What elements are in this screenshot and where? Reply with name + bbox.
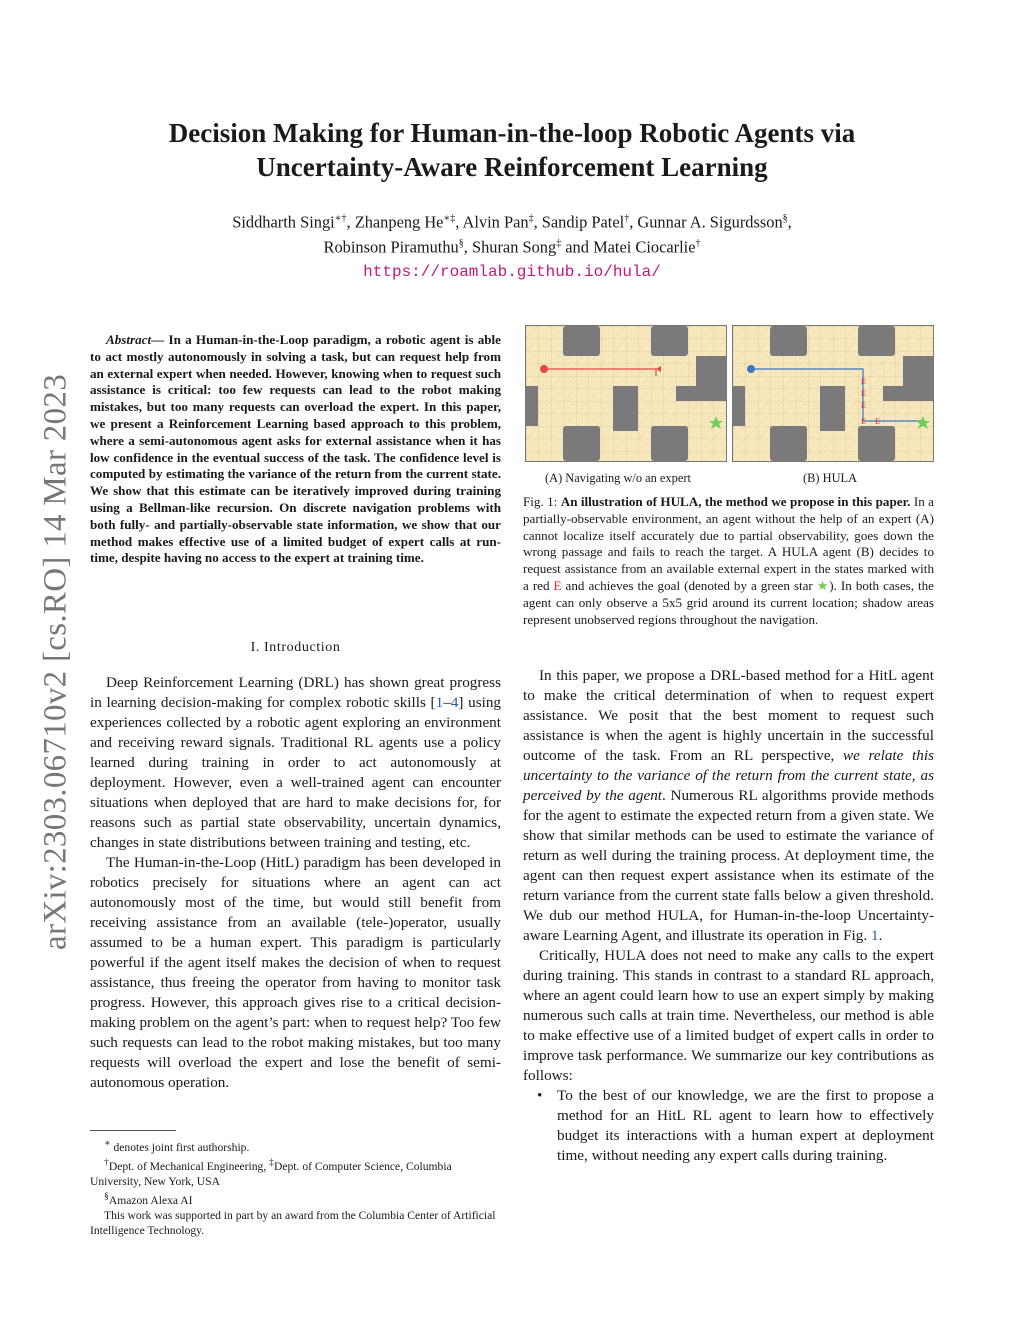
figure-caption: Fig. 1: An illustration of HULA, the method we propose in this paper. In a partially-observable environment, an agent without the help of an expert (A) cannot localize itself accurately due to partial observability, goes down the wrong passage and fails to reach the target. A HULA agent (B) decides to request assistance from an available external expert in the states marked with a red E and achieves the goal (denoted by a green star ★). In both cases, the agent can only observe a 5x5 grid around its current location; shadow areas represent unobserved regions throughout the navigation.: [523, 494, 934, 627]
figure-panel-a: [525, 325, 727, 462]
author-name: Sandip Patel: [541, 212, 625, 232]
figure-ref-link[interactable]: 1: [870, 927, 879, 944]
author-name: Shuran Song: [471, 237, 557, 257]
paragraph: Critically, HULA does not need to make any calls to the expert during training. This stands in contrast to a standard RL approach, where an agent could learn how to use an expert simply by making numerous such calls at train time. Nevertheless, our method is able to make effective use of a limited budget of expert calls in order to improve task performance. We summarize our key contributions as follows:: [523, 947, 934, 1084]
abstract-label: Abstract: [106, 332, 152, 347]
footnote: This work was supported in part by an award from the Columbia Center of Artificial Intelligence Technology.: [90, 1208, 496, 1237]
expert-marker: E: [861, 377, 866, 386]
author-affil-mark: ‡: [528, 213, 534, 224]
footnotes: [90, 1136, 501, 1238]
author-affil-mark: §: [458, 238, 464, 250]
footnote: ∗ denotes joint first authorship.: [104, 1138, 250, 1154]
grid-map-b: [733, 326, 933, 461]
contribution-list: [523, 1086, 934, 1166]
author-name: Gunnar A. Sigurdsson: [637, 212, 783, 232]
star-icon: ★: [816, 577, 830, 593]
author-name: Zhanpeng He: [354, 212, 444, 232]
author-name: Siddharth Singi: [232, 212, 335, 232]
abstract: [90, 332, 501, 567]
footnote: †Dept. of Mechanical Engineering, ‡Dept. of Computer Science, Columbia University, New York, USA: [90, 1156, 452, 1188]
footnote: §Amazon Alexa AI: [104, 1190, 193, 1207]
expert-marker: E: [861, 417, 866, 426]
paragraph: The Human-in-the-Loop (HitL) paradigm has been developed in robotics precisely for situations where an agent can act autonomously most of the time, but would still benefit from receiving assistance from an available (tele-)operator, usually assumed to be a human expert. This paradigm is particularly powerful if the agent itself makes the decision of when to request assistance, thus freeing the operator from having to monitor task progress. However, this approach gives rise to a critical decision-making problem on the agent’s part: when to request help? Too few such requests can lead to the robot making mistakes, but too many requests will overload the expert and lose the benefit of semi-autonomous operation.: [90, 854, 501, 1091]
subcaption-a: (A) Navigating w/o an expert: [545, 471, 691, 485]
bullet: •: [537, 1087, 543, 1104]
figure-panel-b: [732, 325, 934, 462]
project-link[interactable]: https://roamlab.github.io/hula/: [363, 262, 661, 281]
expert-marker: E: [861, 389, 866, 398]
citation-link[interactable]: 4: [450, 694, 459, 711]
footnote-divider: [90, 1130, 176, 1131]
expert-marker: E: [861, 401, 866, 410]
paper-title: [100, 116, 924, 184]
author-affil-mark: †: [695, 238, 701, 250]
author-name: Matei Ciocarlie: [593, 237, 696, 257]
author-name: Robinson Piramuthu: [323, 237, 459, 257]
subcaption-b: (B) HULA: [803, 471, 858, 485]
arxiv-side-stamp: arXiv:2303.06710v2 [cs.RO] 14 Mar 2023: [37, 374, 74, 950]
list-item: • To the best of our knowledge, we are the first to propose a method for an HitL RL agent to learn how to effectively budget its interactions with a human expert at deployment time, without needing any expert calls during training.: [537, 1087, 934, 1164]
agent-icon: [540, 365, 548, 373]
section-heading-introduction: I. Introduction: [250, 640, 341, 655]
author-affil-mark: §: [782, 213, 788, 224]
author-list: Siddharth Singi∗†, Zhanpeng He∗‡, Alvin Pan‡, Sandip Patel†, Gunnar A. Sigurdsson§, Robinson Piramuthu§, Shuran Song‡ and Matei Ciocarlie† https://roamlab.github.io/hula/: [100, 208, 924, 283]
title-line-1: Decision Making for Human-in-the-loop Robotic Agents via: [168, 118, 856, 148]
expert-marker: E: [875, 417, 880, 426]
author-affil-mark: ‡: [556, 238, 562, 250]
title-line-2: Uncertainty-Aware Reinforcement Learning: [256, 152, 768, 182]
citation-link[interactable]: 1: [435, 694, 444, 711]
abstract-text: — In a Human-in-the-Loop paradigm, a robotic agent is able to act mostly autonomously in solving a task, but can request help from an external expert when needed. However, knowing when to request such assistance is critical: too few requests can lead to the robot making mistakes, but too many requests can overload the expert. In this paper, we present a Reinforcement Learning based approach to this problem, where a semi-autonomous agent asks for external assistance when it has low confidence in the eventual success of the task. The confidence level is computed by estimating the variance of the return from the current state. We show that this estimate can be iteratively improved during training using a Bellman-like recursion. On discrete navigation problems with both fully- and partially-observable state information, we show that our method makes effective use of a limited budget of expert calls at run-time, despite having no access to the expert at training time.: [90, 332, 501, 566]
paragraph: In this paper, we propose a DRL-based method for a HitL agent to make the critical determination of when to request expert assistance. We posit that the best moment to request such assistance is when the agent is highly uncertain in the successful outcome of the task. From an RL perspective, we relate this uncertainty to the variance of the return from the current state, as perceived by the agent. Numerous RL algorithms provide methods for the agent to estimate the expected return from a given state. We show that similar methods can be used to estimate the variance of return as well during the training process. At deployment time, the agent can then request expert assistance when its estimate of the return variance from the current state falls below a given threshold. We dub our method HULA, for Human-in-the-loop Uncertainty-aware Learning Agent, and illustrate its operation in Fig. 1.: [523, 667, 934, 944]
paragraph: Deep Reinforcement Learning (DRL) has shown great progress in learning decision-making for complex robotic skills [1–4] using experiences collected by a robotic agent exploring an environment and receiving reward signals. Traditional RL agents use a policy learned during training in order to act autonomously at deployment. However, even a well-trained agent can encounter situations when deployed that are hard to make decisions for, for reasons such as partial state observability, uncertain dynamics, changes in state distributions between training and testing, etc.: [90, 674, 502, 851]
right-column-body: [523, 666, 934, 1166]
author-name: Alvin Pan: [462, 212, 529, 232]
author-affil-mark: †: [624, 213, 630, 224]
agent-icon: [747, 365, 755, 373]
author-affil-mark: ∗‡: [443, 213, 456, 224]
introduction-body: [90, 673, 501, 1093]
author-affil-mark: ∗†: [334, 213, 347, 224]
grid-map-a: [526, 326, 726, 461]
